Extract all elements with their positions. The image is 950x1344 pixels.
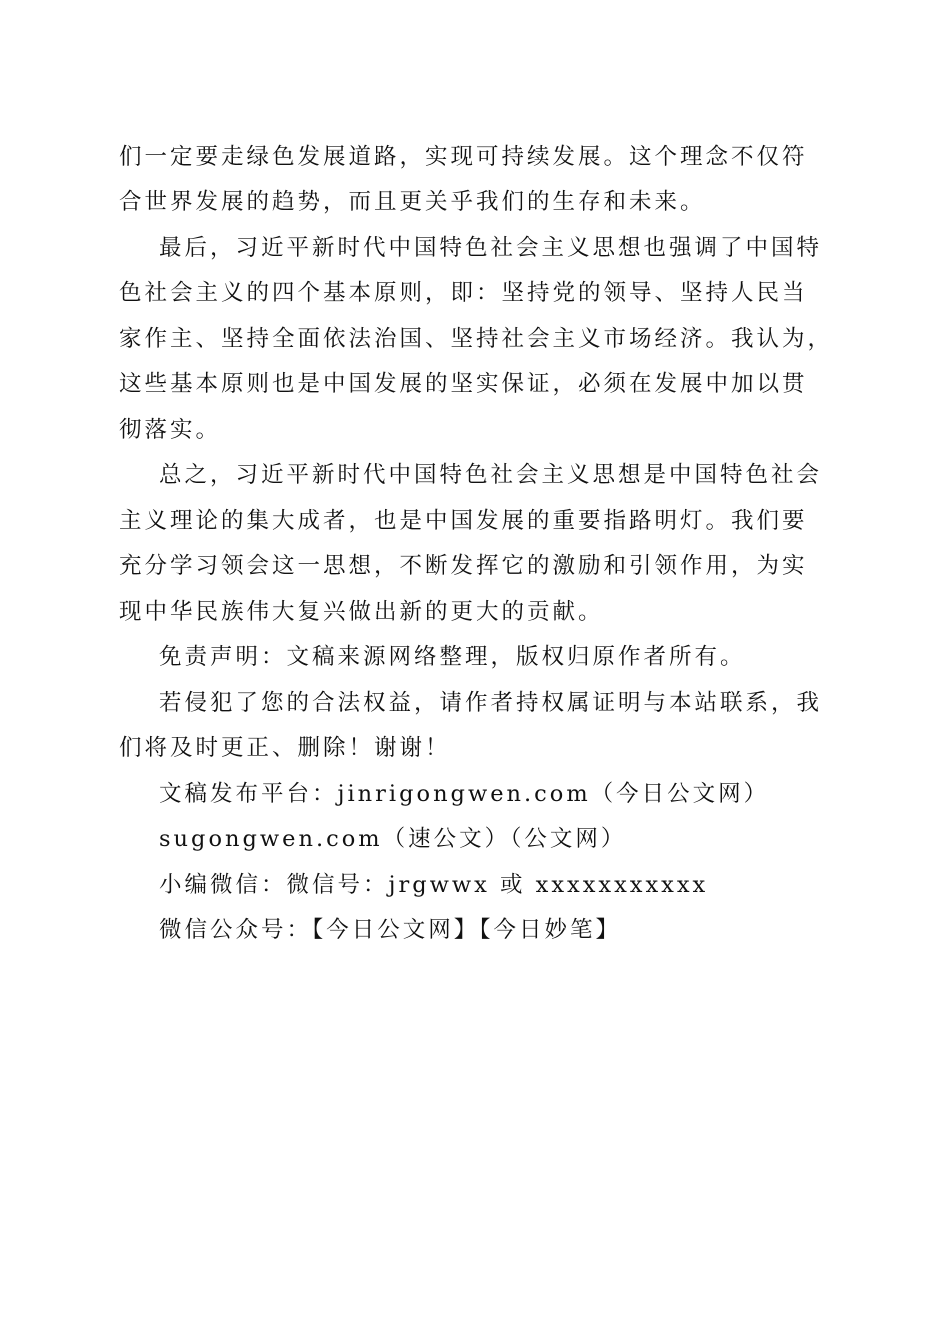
disclaimer-line: 若侵犯了您的合法权益，请作者持权属证明与本站联系，我	[159, 690, 823, 716]
disclaimer-line: 们将及时更正、删除！谢谢！	[119, 735, 451, 761]
text-line: 充分学习领会这一思想，不断发挥它的激励和引领作用，为实	[119, 553, 808, 579]
disclaimer-line: 免责声明：文稿来源网络整理，版权归原作者所有。	[159, 644, 746, 670]
wechat-account-line: 微信公众号：【今日公文网】【今日妙笔】	[159, 917, 622, 943]
text-line: 合世界发展的趋势，而且更关乎我们的生存和未来。	[119, 189, 706, 215]
text-line: 彻落实。	[119, 417, 222, 443]
platform-line: sugongwen.com（速公文）（公文网）	[159, 826, 627, 852]
text-line: 们一定要走绿色发展道路，实现可持续发展。这个理念不仅符	[119, 144, 808, 170]
text-line: 这些基本原则也是中国发展的坚实保证，必须在发展中加以贯	[119, 371, 808, 397]
text-line: 总之，习近平新时代中国特色社会主义思想是中国特色社会	[159, 462, 823, 488]
text-line: 最后，习近平新时代中国特色社会主义思想也强调了中国特	[159, 235, 823, 261]
text-line: 主义理论的集大成者，也是中国发展的重要指路明灯。我们要	[119, 508, 808, 534]
platform-line: 文稿发布平台：jinrigongwen.com（今日公文网）	[159, 781, 770, 807]
text-line: 现中华民族伟大复兴做出新的更大的贡献。	[119, 599, 604, 625]
text-line: 色社会主义的四个基本原则，即：坚持党的领导、坚持人民当	[119, 280, 808, 306]
text-line: 家作主、坚持全面依法治国、坚持社会主义市场经济。我认为，	[119, 326, 834, 352]
wechat-line: 小编微信：微信号：jrgwwx 或 xxxxxxxxxxx	[159, 872, 709, 898]
